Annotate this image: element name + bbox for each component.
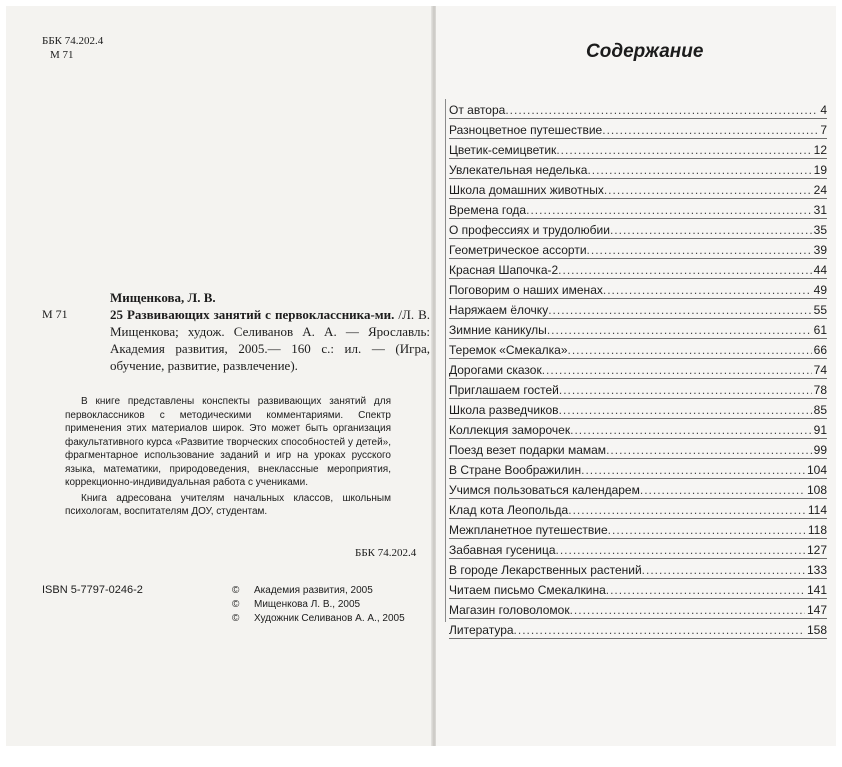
toc-entry-page: 133 [806, 563, 827, 577]
toc-entry-title: Поговорим о наших именах [449, 283, 603, 297]
toc-entry [449, 139, 827, 159]
author-name: Мищенкова, Л. В. [110, 290, 216, 305]
toc-leader-dots [587, 163, 811, 178]
toc-entry-page: 74 [813, 363, 827, 377]
toc-entry-title: Красная Шапочка-2 [449, 263, 559, 277]
toc-leader-dots [604, 183, 812, 198]
toc-entry [449, 619, 827, 639]
toc-entry-title: Наряжаем ёлочку [449, 303, 549, 317]
toc-entry-page: 4 [820, 103, 827, 117]
toc-entry-page: 12 [813, 143, 827, 157]
toc-entry-title: Времена года [449, 203, 527, 217]
toc-entry [449, 119, 827, 139]
toc-leader-dots [556, 543, 805, 558]
annotation-paragraph: В книге представлены конспекты развивающих занятий для первоклассников с методическими комментариями. Спектр применения этих материалов широк. Это может быть организация факультативного курса «Развитие творческих способностей у детей», фрагментарное использование заданий и игр на уроках русского языка, математики, природоведения, внеклассные мероприятия, коррекционно-индивидуальная работа с учениками. [65, 396, 391, 488]
toc-entry [449, 99, 827, 119]
toc-entry-page: 127 [806, 543, 827, 557]
toc-entry-page: 104 [806, 463, 827, 477]
toc-leader-dots [568, 343, 812, 358]
toc-entry [449, 239, 827, 259]
toc-entry [449, 539, 827, 559]
toc-leader-dots [608, 523, 806, 538]
toc-entry-title: От автора [449, 103, 506, 117]
annotation [65, 395, 391, 521]
toc-entry [449, 339, 827, 359]
toc-leader-dots [542, 363, 812, 378]
toc-leader-dots [559, 383, 812, 398]
copyright-line: © Мищенкова Л. В., 2005 [232, 599, 361, 610]
toc-entry-page: 24 [813, 183, 827, 197]
copyright-symbol: © [232, 585, 240, 596]
toc-entry-title: Геометрическое ассорти [449, 243, 587, 257]
toc-entry [449, 299, 827, 319]
toc-entry-title: Школа разведчиков [449, 403, 559, 417]
toc-leader-dots [610, 223, 812, 238]
copyright-symbol: © [232, 613, 240, 624]
toc-leader-dots [556, 143, 811, 158]
toc-title: Содержание [586, 41, 704, 62]
toc-entry-title: Читаем письмо Смекалкина [449, 583, 606, 597]
toc-leader-dots [587, 243, 812, 258]
toc-entry-page: 35 [813, 223, 827, 237]
toc-entry-page: 91 [813, 423, 827, 437]
publication-details: /Л. В. Мищенкова; худож. Селиванов А. А. — Ярославль: Академия развития, 2005.— 160 с.: ил. — (Игра, обучение, развитие, развлечение). [110, 307, 430, 373]
toc-leader-dots [602, 123, 818, 138]
toc-entry [449, 179, 827, 199]
toc-entry [449, 459, 827, 479]
toc-entry-title: Межпланетное путешествие [449, 523, 608, 537]
toc-rule [445, 99, 446, 622]
toc-entry [449, 379, 827, 399]
toc-entry-page: 7 [820, 123, 827, 137]
toc-entry-page: 108 [806, 483, 827, 497]
toc-entry-page: 19 [813, 163, 827, 177]
toc-entry-title: Приглашаем гостей [449, 383, 559, 397]
toc-entry-page: 118 [807, 523, 827, 537]
toc-entry-page: 114 [807, 503, 827, 517]
toc-entry [449, 399, 827, 419]
toc-entry-title: Коллекция заморочек [449, 423, 571, 437]
author-mark: М 71 [50, 49, 74, 61]
bbk-code: ББК 74.202.4 [42, 35, 104, 47]
bbk-header [42, 34, 103, 62]
toc-entry-title: Зимние каникулы [449, 323, 547, 337]
toc-entry-page: 49 [813, 283, 827, 297]
book-title: 25 Развивающих занятий с первоклассника-ми. [110, 307, 395, 322]
toc-entry-page: 31 [813, 203, 827, 217]
toc-leader-dots [514, 623, 805, 638]
toc-entry-page: 147 [806, 603, 827, 617]
toc-entry-page: 85 [813, 403, 827, 417]
toc-entry-title: Литература [449, 623, 514, 637]
toc-entry-page: 78 [813, 383, 827, 397]
toc-entry-title: Поезд везет подарки мамам [449, 443, 607, 457]
side-author-mark: М 71 [42, 307, 68, 321]
toc-leader-dots [581, 463, 805, 478]
toc-leader-dots [570, 423, 812, 438]
toc-leader-dots [505, 103, 818, 118]
toc-leader-dots [558, 263, 811, 278]
toc-leader-dots [559, 403, 812, 418]
toc-leader-dots [526, 203, 812, 218]
toc-entry-page: 141 [806, 583, 827, 597]
toc-entry-title: В городе Лекарственных растений [449, 563, 642, 577]
toc-leader-dots [640, 483, 805, 498]
toc-entry-title: Разноцветное путешествие [449, 123, 603, 137]
table-of-contents [449, 99, 827, 639]
toc-entry-page: 55 [813, 303, 827, 317]
toc-entry-title: Учимся пользоваться календарем [449, 483, 640, 497]
toc-entry [449, 479, 827, 499]
copyright-line: © Художник Селиванов А. А., 2005 [232, 613, 405, 624]
toc-entry-title: О профессиях и трудолюбии [449, 223, 610, 237]
toc-entry-page: 44 [813, 263, 827, 277]
toc-entry-title: В Стране Воображилин [449, 463, 582, 477]
toc-entry [449, 219, 827, 239]
catalog-entry [110, 306, 430, 374]
toc-entry-page: 61 [813, 323, 827, 337]
toc-entry-title: Магазин головоломок [449, 603, 570, 617]
toc-entry-title: Школа домашних животных [449, 183, 604, 197]
toc-entry-title: Клад кота Леопольда [449, 503, 569, 517]
toc-entry [449, 419, 827, 439]
toc-entry-title: Забавная гусеница [449, 543, 556, 557]
copyright-symbol: © [232, 599, 240, 610]
toc-entry [449, 279, 827, 299]
isbn: ISBN 5-7797-0246-2 [42, 584, 143, 596]
toc-leader-dots [642, 563, 805, 578]
toc-entry-page: 66 [813, 343, 827, 357]
left-page [6, 6, 432, 746]
toc-leader-dots [547, 323, 812, 338]
toc-entry [449, 599, 827, 619]
toc-entry-title: Дорогами сказок [449, 363, 542, 377]
toc-entry [449, 319, 827, 339]
annotation-paragraph: Книга адресована учителям начальных классов, школьным психологам, воспитателям ДОУ, студентам. [65, 492, 391, 517]
toc-entry-page: 99 [813, 443, 827, 457]
copyright-line: © Академия развития, 2005 [232, 585, 373, 596]
copyright-list [232, 584, 405, 626]
toc-entry [449, 259, 827, 279]
toc-entry-title: Теремок «Смекалка» [449, 343, 568, 357]
toc-leader-dots [606, 443, 812, 458]
toc-entry [449, 579, 827, 599]
toc-entry-page: 158 [806, 623, 827, 637]
toc-entry [449, 199, 827, 219]
toc-leader-dots [570, 603, 805, 618]
toc-leader-dots [548, 303, 811, 318]
toc-leader-dots [603, 283, 812, 298]
toc-entry-page: 39 [813, 243, 827, 257]
bbk-code-bottom: ББК 74.202.4 [355, 547, 417, 559]
toc-entry-title: Цветик-семицветик [449, 143, 557, 157]
toc-leader-dots [568, 503, 806, 518]
toc-entry [449, 499, 827, 519]
toc-entry [449, 159, 827, 179]
toc-entry [449, 519, 827, 539]
toc-leader-dots [606, 583, 805, 598]
toc-entry [449, 559, 827, 579]
toc-entry [449, 359, 827, 379]
toc-entry-title: Увлекательная неделька [449, 163, 588, 177]
toc-entry [449, 439, 827, 459]
